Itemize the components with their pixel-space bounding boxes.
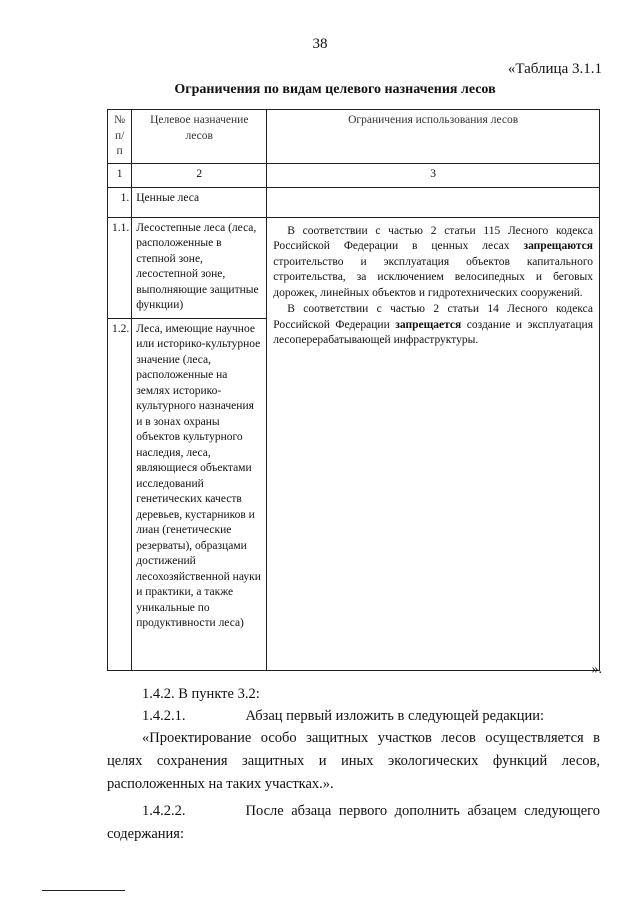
restriction-keyword: запрещается	[395, 318, 462, 331]
page-number: 38	[312, 36, 328, 52]
row-label: Лесостепные леса (леса, расположенные в степной зоне, лесостепной зоне, выполняющие защитные функции)	[132, 217, 267, 318]
table-row	[108, 217, 600, 318]
table-reference: «Таблица 3.1.1	[507, 61, 602, 77]
table-title: Ограничения по видам целевого назначения лесов	[174, 82, 496, 97]
paragraph: «Проектирование особо защитных участков лесов осуществляется в целях сохранения защитных и иных экологических функций лесов, расположенных на таких участках.».	[107, 730, 600, 792]
restrictions-cell	[267, 217, 600, 670]
row-number: 1.1.	[108, 217, 132, 318]
row-label: Леса, имеющие научное или историко-культурное значение (леса, расположенные на землях историко-культурного назначения и в зонах охраны объектов культурного наследия, леса, являющиеся объектами исследований генетических качеств деревьев, кустарников и лиан (генетические резерваты), образцами достижений лесохозяйственной науки и практики, а также уникальные по продуктивности леса)	[132, 318, 267, 670]
clause-number: 1.4.2.1.	[142, 708, 186, 724]
clause-number: 1.4.2.2.	[142, 803, 186, 819]
footnote-divider	[42, 890, 125, 891]
column-numbers-row	[108, 163, 600, 187]
header-number: № п/п	[108, 110, 132, 164]
column-number: 2	[132, 163, 267, 187]
clause-text: После абзаца первого дополнить абзацем следующего содержания:	[107, 803, 600, 842]
row-number: 1.	[108, 187, 132, 217]
restriction-paragraph: В соответствии с частью 2 статьи 14 Лесного кодекса Российской Федерации запрещается создание и эксплуатация лесоперерабатывающей инфраструктуры.	[273, 303, 593, 347]
table-row	[108, 187, 600, 217]
column-number: 3	[267, 163, 600, 187]
row-label: Ценные леса	[132, 187, 267, 217]
paragraph	[107, 800, 600, 846]
paragraph	[107, 705, 600, 728]
row-number: 1.2.	[108, 318, 132, 670]
restriction-paragraph: В соответствии с частью 2 статьи 115 Лесного кодекса Российской Федерации в ценных лесах запрещаются строительство и эксплуатация объектов капитального строительства, за исключением велосипедных и беговых дорожек, линейных объектов и гидротехнических сооружений.	[273, 224, 594, 299]
header-restrictions: Ограничения использования лесов	[267, 110, 600, 164]
table-header-row	[108, 110, 600, 164]
empty-cell	[267, 187, 600, 217]
closing-quote: ».	[591, 662, 602, 677]
column-number: 1	[108, 163, 132, 187]
clause-text: Абзац первый изложить в следующей редакции:	[245, 708, 545, 724]
header-purpose: Целевое назначение лесов	[132, 110, 267, 164]
paragraph: 1.4.2. В пункте 3.2:	[142, 686, 260, 702]
restriction-keyword: запрещаются	[523, 240, 594, 253]
forest-limits-table	[107, 109, 600, 671]
